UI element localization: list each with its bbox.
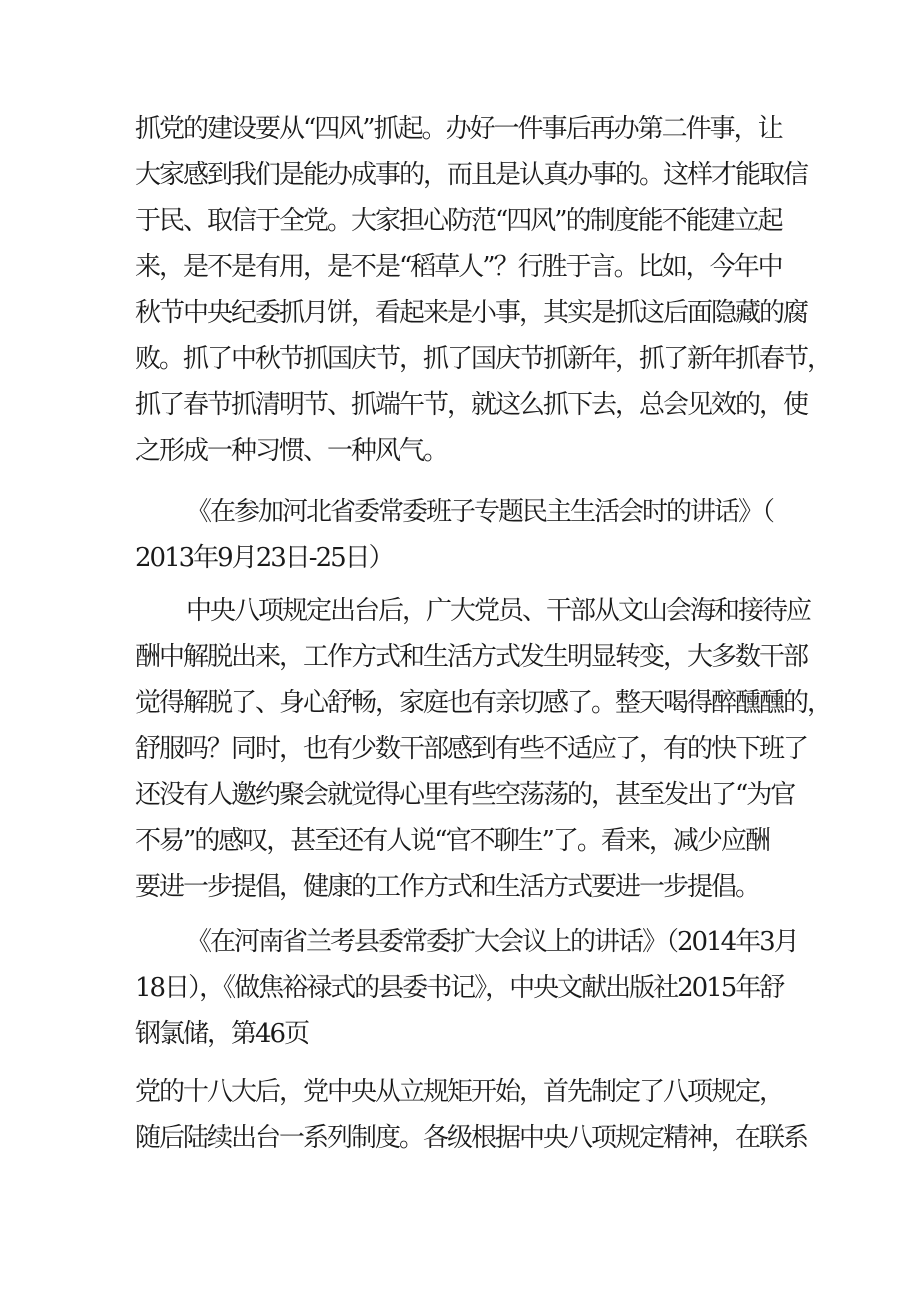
source-2-line-3: 钢氯储，第46页 [135,1019,309,1049]
paragraph-2-line-2: 酬中解脱出来，工作方式和生活方式发生明显转变，大多数干部 [135,642,808,672]
paragraph-1-line-7: 抓了春节抓清明节、抓端午节，就这么抓下去，总会见效的，使 [135,390,808,420]
paragraph-2-line-6: 不易”的感叹，甚至还有人说“官不聊生”了。看来，减少应酬 [135,826,769,856]
paragraph-2-line-1: 中央八项规定出台后，广大党员、干部从文山会海和接待应 [186,596,811,626]
paragraph-1-line-4: 来，是不是有用，是不是“稻草人”？行胜于言。比如，今年中 [135,252,782,282]
source-1-line-2: 2013年9月23日-25日） [135,543,393,573]
source-1-line-1: 《在参加河北省委常委班子专题民主生活会时的讲话》（ [186,497,774,527]
paragraph-1-line-8: 之形成一种习惯、一种风气。 [135,436,448,466]
paragraph-1-line-6: 败。抓了中秋节抓国庆节，抓了国庆节抓新年，抓了新年抓春节， [135,344,832,374]
paragraph-1-line-3: 于民、取信于全党。大家担心防范“四风”的制度能不能建立起 [135,206,782,236]
paragraph-1-line-1: 抓党的建设要从“四风”抓起。办好一件事后再办第二件事，让 [135,114,782,144]
paragraph-1-line-5: 秋节中央纪委抓月饼，看起来是小事，其实是抓这后面隐藏的腐 [135,298,808,328]
paragraph-2-line-4: 舒服吗？同时，也有少数干部感到有些不适应了，有的快下班了 [135,734,808,764]
source-2-line-1: 《在河南省兰考县委常委扩大会议上的讲话》（2014年3月 [186,927,798,957]
paragraph-3-line-1: 党的十八大后，党中央从立规矩开始，首先制定了八项规定， [135,1077,784,1107]
paragraph-1-line-2: 大家感到我们是能办成事的，而且是认真办事的。这样才能取信 [135,160,808,190]
paragraph-2-line-5: 还没有人邀约聚会就觉得心里有些空荡荡的，甚至发出了“为官 [135,780,795,810]
paragraph-2-line-3: 觉得解脱了、身心舒畅，家庭也有亲切感了。整天喝得醉醺醺的， [135,688,832,718]
paragraph-3-line-2: 随后陆续出台一系列制度。各级根据中央八项规定精神，在联系 [135,1123,808,1153]
paragraph-2-line-7: 要进一步提倡，健康的工作方式和生活方式要进一步提倡。 [135,872,760,902]
source-2-line-2: 18日），《做焦裕禄式的县委书记》，中央文献出版社2015年舒 [135,973,784,1003]
